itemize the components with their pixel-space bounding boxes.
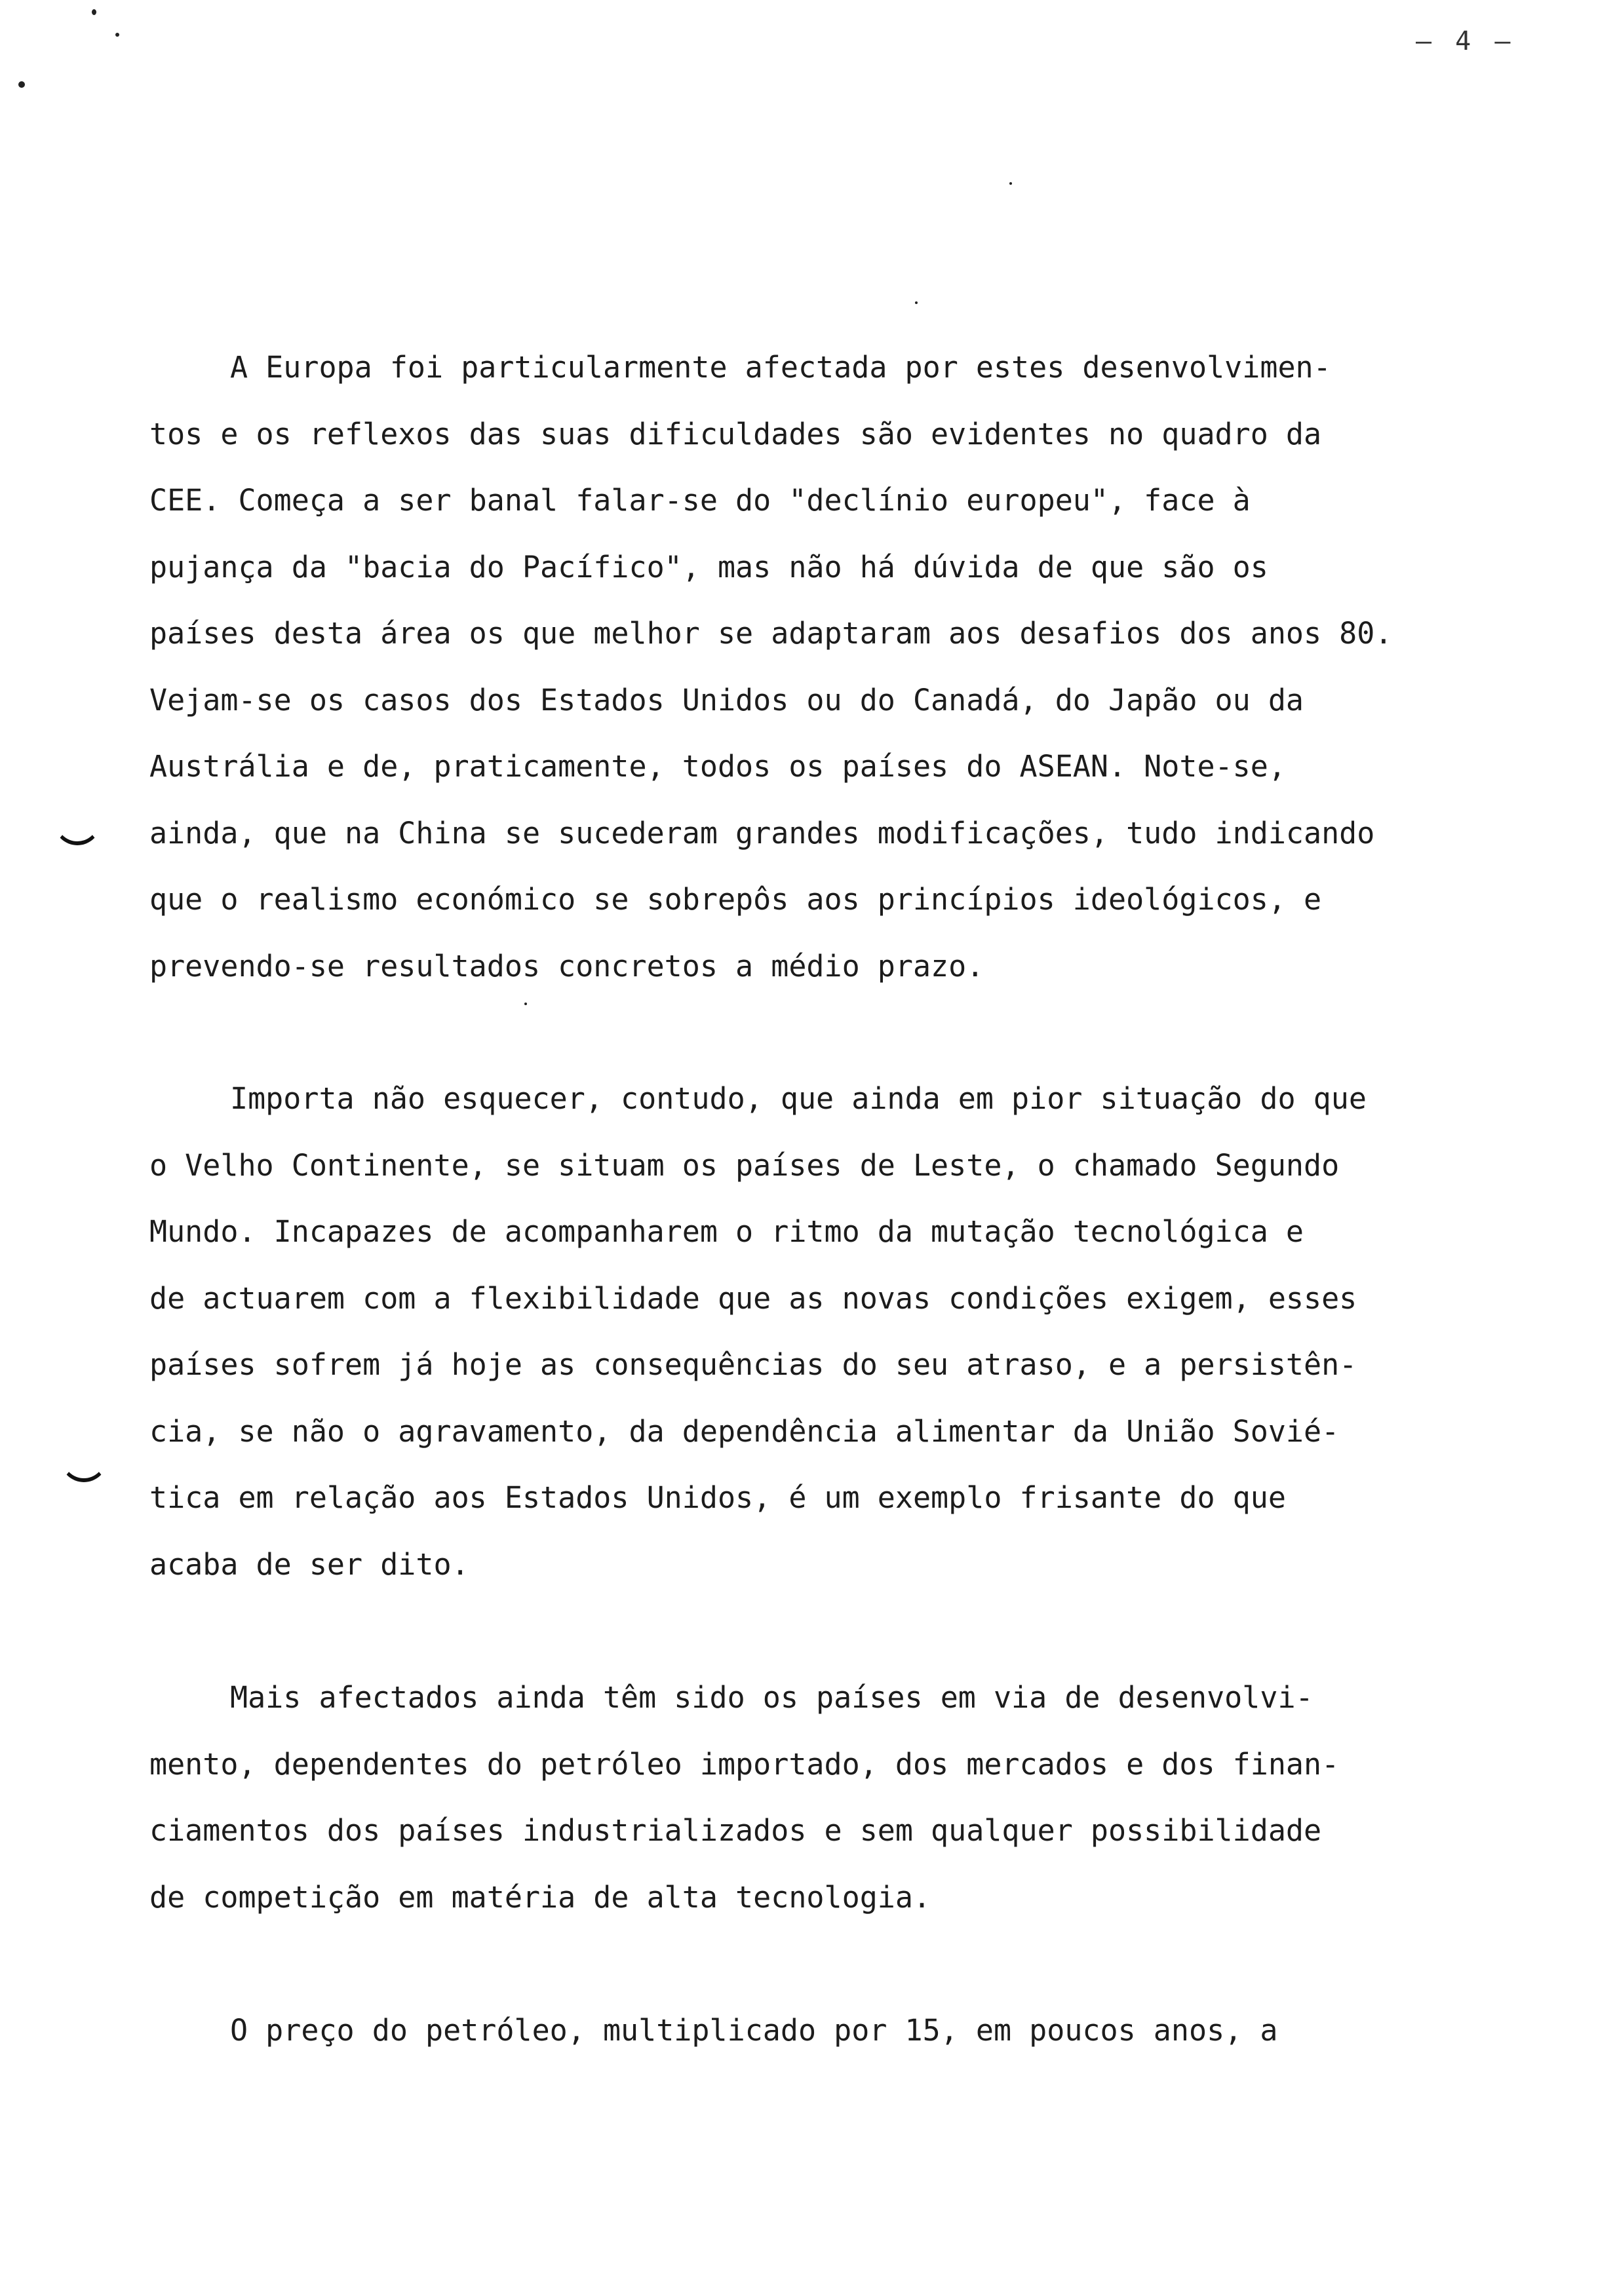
page-number: – 4 – (1416, 26, 1515, 56)
text-line: países desta área os que melhor se adaptaram aos desafios dos anos 80. (149, 616, 1393, 651)
margin-check-mark (54, 818, 101, 845)
scan-speck (915, 301, 918, 304)
text-line: mento, dependentes do petróleo importado, dos mercados e dos finan- (149, 1746, 1340, 1782)
paragraph (149, 1065, 1559, 1598)
text-line: o Velho Continente, se situam os países de Leste, o chamado Segundo (149, 1147, 1340, 1183)
margin-check-mark (60, 1455, 107, 1482)
text-line: de actuarem com a flexibilidade que as novas condições exigem, esses (149, 1280, 1357, 1316)
text-line: ainda, que na China se sucederam grandes modificações, tudo indicando (149, 815, 1375, 851)
paragraph (149, 1997, 1559, 2064)
text-line: Importa não esquecer, contudo, que ainda em pior situação do que (230, 1081, 1367, 1116)
scan-speck (1009, 182, 1012, 185)
paragraph (149, 334, 1559, 999)
document-body (149, 334, 1559, 2064)
text-line: prevendo-se resultados concretos a médio prazo. (149, 948, 984, 984)
text-line: cia, se não o agravamento, da dependência alimentar da União Sovié- (149, 1413, 1340, 1449)
scan-speck (18, 81, 25, 88)
text-line: Vejam-se os casos dos Estados Unidos ou do Canadá, do Japão ou da (149, 682, 1304, 718)
text-line: CEE. Começa a ser banal falar-se do "declínio europeu", face à (149, 483, 1251, 518)
text-line: pujança da "bacia do Pacífico", mas não há dúvida de que são os (149, 549, 1268, 584)
scan-speck (92, 9, 96, 15)
scan-speck (115, 33, 119, 37)
text-line: ciamentos dos países industrializados e sem qualquer possibilidade (149, 1813, 1322, 1848)
paragraph (149, 1664, 1559, 1930)
text-line: Mais afectados ainda têm sido os países em via de desenvolvi- (230, 1680, 1313, 1715)
text-line: tica em relação aos Estados Unidos, é um exemplo frisante do que (149, 1480, 1286, 1515)
text-line: Austrália e de, praticamente, todos os países do ASEAN. Note-se, (149, 749, 1286, 784)
text-line: Mundo. Incapazes de acompanharem o ritmo da mutação tecnológica e (149, 1214, 1304, 1249)
text-line: O preço do petróleo, multiplicado por 15, em poucos anos, a (230, 2013, 1278, 2048)
text-line: que o realismo económico se sobrepôs aos princípios ideológicos, e (149, 882, 1322, 917)
text-line: A Europa foi particularmente afectada por estes desenvolvimen- (230, 350, 1331, 385)
text-line: de competição em matéria de alta tecnologia. (149, 1879, 931, 1915)
text-line: acaba de ser dito. (149, 1546, 469, 1582)
text-line: países sofrem já hoje as consequências do seu atraso, e a persistên- (149, 1347, 1357, 1382)
text-line: tos e os reflexos das suas dificuldades são evidentes no quadro da (149, 416, 1322, 451)
